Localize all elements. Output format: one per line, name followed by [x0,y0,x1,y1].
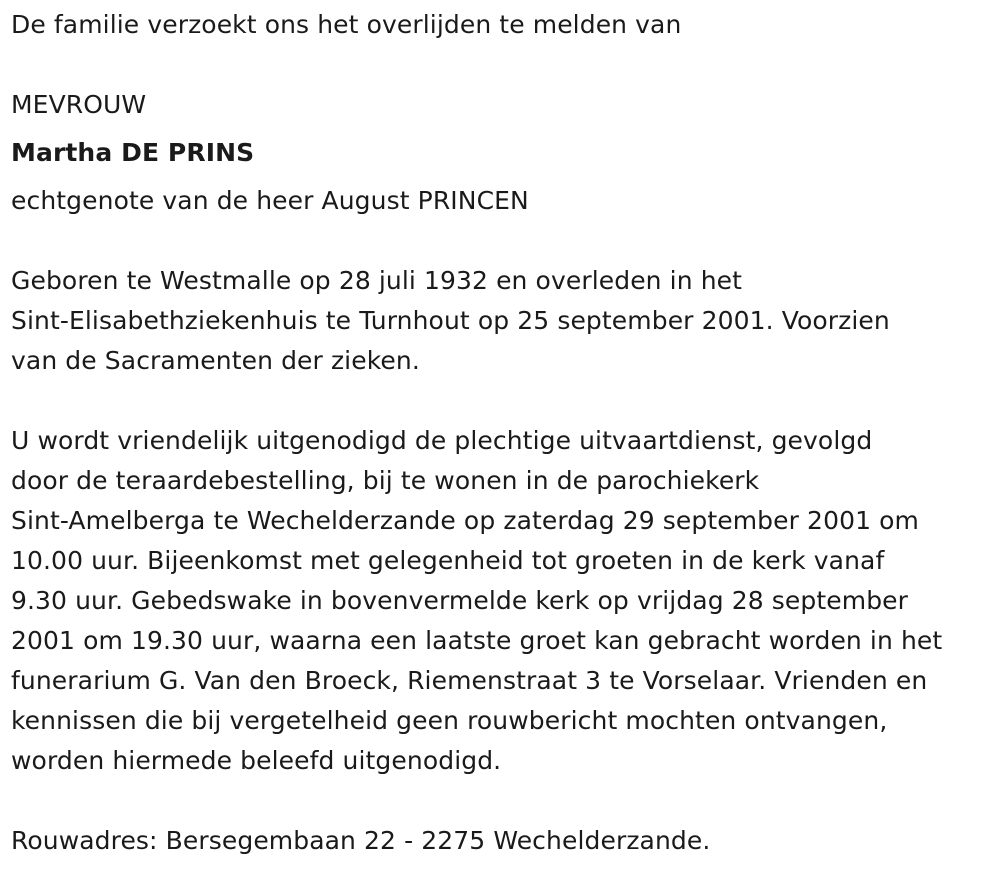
paragraph-line: Sint-Elisabethziekenhuis te Turnhout op 25 september 2001. Voorzien [11,306,890,335]
birth-death-paragraph [11,261,890,381]
paragraph-line: 9.30 uur. Gebedswake in bovenvermelde kerk op vrijdag 28 september [11,586,909,615]
paragraph-line: Sint-Amelberga te Wechelderzande op zaterdag 29 september 2001 om [11,506,919,535]
intro-line: De familie verzoekt ons het overlijden te melden van [11,10,682,39]
deceased-title: MEVROUW [11,90,147,119]
paragraph-line: U wordt vriendelijk uitgenodigd de plechtige uitvaartdienst, gevolgd [11,426,873,455]
paragraph-line: door de teraardebestelling, bij te wonen in de parochiekerk [11,466,760,495]
spouse-line: echtgenote van de heer August PRINCEN [11,186,529,215]
paragraph-line: funerarium G. Van den Broeck, Riemenstraat 3 te Vorselaar. Vrienden en [11,666,928,695]
paragraph-line: Geboren te Westmalle op 28 juli 1932 en overleden in het [11,266,743,295]
paragraph-line: 2001 om 19.30 uur, waarna een laatste groet kan gebracht worden in het [11,626,943,655]
funeral-paragraph [11,421,942,781]
paragraph-line: 10.00 uur. Bijeenkomst met gelegenheid tot groeten in de kerk vanaf [11,546,885,575]
paragraph-line: worden hiermede beleefd uitgenodigd. [11,746,502,775]
paragraph-line: van de Sacramenten der zieken. [11,346,420,375]
deceased-name: Martha DE PRINS [11,138,255,167]
mourning-address: Rouwadres: Bersegembaan 22 - 2275 Wechelderzande. [11,826,711,855]
paragraph-line: kennissen die bij vergetelheid geen rouwbericht mochten ontvangen, [11,706,888,735]
